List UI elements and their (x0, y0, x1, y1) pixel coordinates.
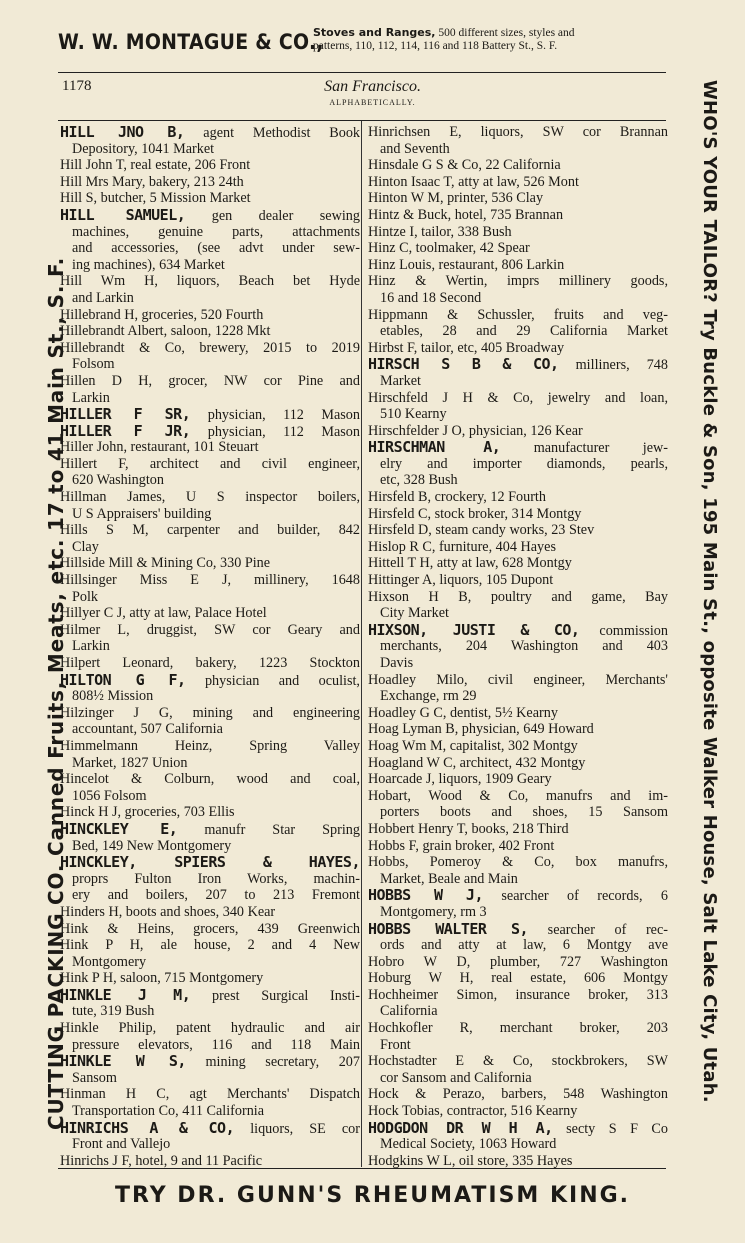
entry-text: searcher of rec- (528, 921, 668, 938)
entry-text: ing machines), 634 Market (72, 256, 225, 273)
directory-line (60, 655, 360, 672)
entry-text: Market, Beale and Main (380, 870, 518, 887)
entry-text: Exchange, rm 29 (380, 688, 477, 705)
entry-text: 808½ Mission (72, 688, 154, 705)
directory-line (368, 1070, 668, 1087)
entry-text: Hink P H, saloon, 715 Montgomery (60, 970, 264, 987)
directory-line (368, 755, 668, 772)
entry-text: Hobbs, Pomeroy & Co, box manufrs, (368, 854, 668, 871)
entry-text: commission (579, 622, 668, 639)
directory-line (60, 124, 360, 141)
entry-text: and accessories, (see advt under sew- (72, 240, 360, 257)
directory-line (60, 273, 360, 290)
entry-text: Hittinger A, liquors, 105 Dupont (368, 572, 554, 589)
entry-name: HOBBS W J, (368, 887, 483, 904)
directory-line (60, 472, 360, 489)
entry-text: 1056 Folsom (72, 787, 147, 804)
entry-text: and Larkin (72, 289, 134, 306)
directory-line (60, 788, 360, 805)
entry-text: Hintze I, tailor, 338 Bush (368, 223, 512, 240)
directory-line (368, 323, 668, 340)
directory-line (368, 987, 668, 1004)
entry-text: milliners, 748 (558, 357, 668, 373)
entry-text: Hoburg W H, real estate, 606 Montgy (368, 970, 668, 987)
directory-line (368, 904, 668, 921)
entry-text: Polk (72, 588, 99, 605)
directory-line (60, 1037, 360, 1054)
directory-line (60, 705, 360, 722)
entry-text: Hinders H, boots and shoes, 340 Kear (60, 903, 276, 920)
entry-text: Hochheimer Simon, insurance broker, 313 (368, 986, 668, 1003)
directory-line (368, 555, 668, 572)
entry-name: HODGDON DR W H A, (368, 1119, 553, 1137)
directory-line (368, 539, 668, 556)
directory-line (368, 821, 668, 838)
entry-text: Hobart, Wood & Co, manufrs and im- (368, 787, 668, 804)
directory-line (368, 688, 668, 705)
directory-line (368, 771, 668, 788)
directory-line (368, 290, 668, 307)
directory-line (60, 1070, 360, 1087)
directory-line (60, 937, 360, 954)
directory-line (368, 1120, 668, 1137)
entry-name: HOBBS WALTER S, (368, 920, 529, 938)
entry-text: tute, 319 Bush (72, 1003, 155, 1020)
entry-text: machines, genuine parts, attachments (72, 223, 360, 240)
directory-line (60, 921, 360, 938)
entry-text: and Seventh (380, 140, 450, 157)
directory-line (60, 141, 360, 158)
directory-line (60, 638, 360, 655)
directory-line (60, 207, 360, 224)
entry-text: physician and oculist, (185, 672, 360, 689)
header-rule (58, 120, 666, 121)
directory-line (60, 721, 360, 738)
directory-line (368, 1003, 668, 1020)
entry-text: Hock Tobias, contractor, 516 Kearny (368, 1103, 578, 1120)
entry-text: Depository, 1041 Market (72, 140, 215, 157)
entry-text: ery and boilers, 207 to 213 Fremont (72, 887, 360, 904)
directory-line (368, 522, 668, 539)
entry-text: Hoagland W C, architect, 432 Montgy (368, 754, 586, 771)
entry-text: porters boots and shoes, 15 Sansom (380, 804, 668, 821)
directory-line (368, 970, 668, 987)
entry-text: Hill S, butcher, 5 Mission Market (60, 190, 251, 207)
entry-text: Hillman James, U S inspector boilers, (60, 489, 360, 506)
entry-name: HINKLE J M, (60, 986, 191, 1004)
entry-text: Hillebrandt Albert, saloon, 1228 Mkt (60, 323, 271, 340)
directory-line (60, 1120, 360, 1137)
entry-text: Davis (380, 655, 414, 671)
entry-text: ords and atty at law, 6 Montgy ave (380, 937, 668, 954)
directory-line (60, 506, 360, 523)
directory-line (368, 672, 668, 689)
entry-text: Hirbst F, tailor, etc, 405 Broadway (368, 339, 565, 356)
entry-text: Hoadley Milo, civil engineer, Merchants' (368, 671, 668, 688)
directory-line (368, 390, 668, 407)
directory-line (368, 157, 668, 174)
entry-text: Market, 1827 Union (72, 754, 188, 771)
directory-line (368, 307, 668, 324)
entry-name: HINCKLEY E, (60, 820, 178, 838)
entry-text: Hinck H J, groceries, 703 Ellis (60, 804, 235, 821)
entry-text: Folsom (72, 356, 115, 373)
directory-line (368, 854, 668, 871)
directory-line (368, 273, 668, 290)
directory-line (368, 638, 668, 655)
entry-text: Hilmer L, druggist, SW cor Geary and (60, 621, 360, 638)
entry-text: Hock & Perazo, barbers, 548 Washington (368, 1086, 668, 1103)
directory-line (60, 771, 360, 788)
entry-text: Market (380, 372, 421, 389)
advertiser-name: W. W. MONTAGUE & CO., (58, 30, 324, 54)
directory-line (60, 838, 360, 855)
entry-text: Front and Vallejo (72, 1136, 171, 1153)
directory-line (368, 804, 668, 821)
entry-text: Hillsinger Miss E J, millinery, 1648 (60, 572, 360, 589)
directory-line (60, 1153, 360, 1170)
directory-line (368, 141, 668, 158)
entry-text: 510 Kearny (380, 406, 447, 423)
directory-line (60, 871, 360, 888)
entry-text: secty S F Co (552, 1120, 668, 1137)
entry-text: Hillyer C J, atty at law, Palace Hotel (60, 605, 267, 622)
directory-line (60, 1020, 360, 1037)
directory-line (60, 970, 360, 987)
entry-text: physician, 112 Mason (190, 407, 360, 423)
top-rule (58, 72, 666, 73)
entry-text: Hinrichsen E, liquors, SW cor Brannan (368, 124, 668, 140)
entry-text: Hobbert Henry T, books, 218 Third (368, 820, 569, 837)
directory-line (368, 655, 668, 672)
directory-line (60, 290, 360, 307)
directory-line (368, 605, 668, 622)
entry-text: Montgomery (72, 953, 147, 970)
directory-line (60, 821, 360, 838)
entry-name: HILL JNO B, (60, 124, 185, 141)
directory-line (60, 555, 360, 572)
directory-line (368, 406, 668, 423)
entry-text: accountant, 507 California (72, 721, 223, 738)
directory-line (60, 456, 360, 473)
entry-text: 620 Washington (72, 472, 164, 489)
entry-text: Hill Mrs Mary, bakery, 213 24th (60, 173, 244, 190)
directory-line (368, 356, 668, 373)
entry-name: HINRICHS A & CO, (60, 1119, 235, 1137)
entry-text: merchants, 204 Washington and 403 (380, 638, 668, 655)
entry-name: HILLER F SR, (60, 406, 191, 423)
entry-text: Bed, 149 New Montgomery (72, 837, 232, 854)
directory-line (368, 871, 668, 888)
entry-text: Hirschfelder J O, physician, 126 Kear (368, 422, 583, 439)
page-subtitle: ALPHABETICALLY. (329, 98, 416, 107)
entry-text: Hochstadter E & Co, stockbrokers, SW (368, 1053, 668, 1070)
entry-text: Hinman H C, agt Merchants' Dispatch (60, 1086, 360, 1103)
entry-text: Hintz & Buck, hotel, 735 Brannan (368, 206, 564, 223)
directory-line (368, 207, 668, 224)
entry-text: Hills S M, carpenter and builder, 842 (60, 522, 360, 539)
directory-line (60, 804, 360, 821)
directory-line (60, 340, 360, 357)
entry-name: HIXSON, JUSTI & CO, (368, 621, 580, 639)
entry-text: Hinz C, toolmaker, 42 Spear (368, 240, 530, 257)
entry-text: Hobro W D, plumber, 727 Washington (368, 953, 668, 970)
entry-text: Hilpert Leonard, bakery, 1223 Stockton (60, 655, 360, 671)
entry-text: Hoadley G C, dentist, 5½ Kearny (368, 704, 558, 721)
directory-line (60, 539, 360, 556)
directory-line (368, 937, 668, 954)
entry-text: Hirsfeld B, crockery, 12 Fourth (368, 489, 546, 506)
directory-line (368, 489, 668, 506)
page-title: San Francisco. (324, 78, 421, 95)
entry-text: Hoag Lyman B, physician, 649 Howard (368, 721, 594, 738)
directory-line (60, 257, 360, 274)
entry-text: agent Methodist Book (184, 125, 360, 141)
directory-line (368, 1037, 668, 1054)
directory-line (60, 1103, 360, 1120)
entry-text: physician, 112 Mason (190, 423, 360, 440)
entry-name: HILLER F JR, (60, 422, 191, 440)
entry-text: Hislop R C, furniture, 404 Hayes (368, 538, 556, 555)
entry-text: cor Sansom and California (380, 1069, 532, 1086)
directory-line (60, 605, 360, 622)
entry-text: Hillen D H, grocer, NW cor Pine and (60, 372, 360, 389)
entry-text: prest Surgical Insti- (190, 987, 360, 1004)
directory-line (60, 406, 360, 423)
directory-line (368, 788, 668, 805)
directory-line (60, 904, 360, 921)
entry-text: Hippmann & Schussler, fruits and veg- (368, 306, 668, 323)
entry-text: Hoag Wm M, capitalist, 302 Montgy (368, 737, 578, 754)
entry-text: Transportation Co, 411 California (72, 1103, 265, 1120)
footer-advertisement: TRY DR. GUNN'S RHEUMATISM KING. (114, 1183, 631, 1208)
ad-line-1: 500 different sizes, styles and (435, 27, 575, 39)
entry-text: pressure elevators, 116 and 118 Main (72, 1036, 360, 1053)
directory-line (60, 390, 360, 407)
directory-line (368, 174, 668, 191)
entry-text: Hinton Isaac T, atty at law, 526 Mont (368, 173, 579, 190)
directory-line (368, 190, 668, 207)
directory-line (60, 755, 360, 772)
entry-text: Clay (72, 538, 99, 555)
entry-text: Hillebrandt & Co, brewery, 2015 to 2019 (60, 339, 360, 356)
entry-text: 16 and 18 Second (380, 289, 482, 306)
directory-line (60, 489, 360, 506)
directory-line (60, 1053, 360, 1070)
directory-line (60, 174, 360, 191)
entry-text: Hill Wm H, liquors, Beach bet Hyde (60, 273, 360, 290)
directory-line (60, 738, 360, 755)
directory-line (368, 456, 668, 473)
directory-line (368, 705, 668, 722)
entry-name: HILL SAMUEL, (60, 206, 186, 224)
entry-text: Larkin (72, 638, 110, 655)
directory-line (60, 307, 360, 324)
directory-line (60, 887, 360, 904)
directory-line (368, 1153, 668, 1170)
directory-line (368, 472, 668, 489)
entry-text: Hincelot & Colburn, wood and coal, (60, 771, 360, 788)
entry-text: gen dealer sewing (185, 207, 360, 224)
directory-line (60, 240, 360, 257)
entry-text: Hink P H, ale house, 2 and 4 New (60, 937, 360, 954)
directory-line (368, 423, 668, 440)
entry-text: Hinz Louis, restaurant, 806 Larkin (368, 256, 565, 273)
ad-highlight: Stoves and Ranges, (313, 26, 436, 39)
entry-text: Hinrichs J F, hotel, 9 and 11 Pacific (60, 1152, 263, 1169)
entry-text: Hinton W M, printer, 536 Clay (368, 190, 544, 207)
directory-line (368, 1020, 668, 1037)
entry-text: Himmelmann Heinz, Spring Valley (60, 737, 360, 754)
directory-line (368, 572, 668, 589)
directory-line (60, 854, 360, 871)
entry-name: HIRSCHMAN A, (368, 439, 501, 456)
entry-text: Hittell T H, atty at law, 628 Montgy (368, 555, 572, 572)
directory-line (60, 356, 360, 373)
entry-text: Hillebrand H, groceries, 520 Fourth (60, 306, 264, 323)
entry-text: manufr Star Spring (177, 821, 360, 838)
entry-text: etc, 328 Bush (380, 472, 458, 489)
entry-text: Hillside Mill & Mining Co, 330 Pine (60, 555, 271, 572)
advertisement-details (313, 26, 575, 53)
directory-line (60, 224, 360, 241)
entry-text: Hobbs F, grain broker, 402 Front (368, 837, 555, 854)
entry-text: manufacturer jew- (500, 440, 668, 456)
directory-line (368, 439, 668, 456)
directory-line (368, 589, 668, 606)
top-advertisement (58, 26, 678, 60)
directory-line (368, 954, 668, 971)
directory-line (60, 157, 360, 174)
entry-text: Montgomery, rm 3 (380, 903, 487, 920)
directory-line (60, 987, 360, 1004)
directory-line (368, 373, 668, 390)
entry-text: U S Appraisers' building (72, 505, 212, 522)
directory-line (60, 1003, 360, 1020)
directory-line (60, 373, 360, 390)
directory-line (60, 190, 360, 207)
directory-line (368, 224, 668, 241)
entry-text: Medical Society, 1063 Howard (380, 1136, 557, 1153)
directory-line (368, 257, 668, 274)
entry-text: Hirschfeld J H & Co, jewelry and loan, (368, 389, 668, 406)
entry-text: proprs Fulton Iron Works, machin- (72, 870, 360, 887)
entry-text: Sansom (72, 1069, 117, 1086)
directory-line (368, 721, 668, 738)
directory-line (60, 589, 360, 606)
entry-text: Hoarcade J, liquors, 1909 Geary (368, 771, 552, 788)
directory-line (368, 1103, 668, 1120)
entry-text: Hinz & Wertin, imprs millinery goods, (368, 273, 668, 290)
entry-name: HINKLE W S, (60, 1053, 186, 1070)
directory-line (368, 506, 668, 523)
directory-line (60, 323, 360, 340)
directory-line (368, 1136, 668, 1153)
directory-line (368, 887, 668, 904)
entry-text: Hiller John, restaurant, 101 Steuart (60, 439, 259, 456)
directory-line (60, 423, 360, 440)
left-margin-advertisement: CUTTING PACKING CO. Canned Fruits, Meats, etc. 17 to 41 Main St., S. F. (44, 257, 68, 1130)
directory-line (368, 340, 668, 357)
directory-line (368, 1053, 668, 1070)
directory-line (60, 672, 360, 689)
entry-text: Front (380, 1036, 411, 1053)
entry-text: Hochkofler R, merchant broker, 203 (368, 1020, 668, 1037)
entry-text: Hilzinger J G, mining and engineering (60, 704, 360, 721)
entry-name: HIRSCH S B & CO, (368, 356, 559, 373)
directory-line (368, 240, 668, 257)
directory-line (368, 124, 668, 141)
entry-text: Hinkle Philip, patent hydraulic and air (60, 1020, 360, 1037)
entry-text: liquors, SE cor (234, 1120, 360, 1137)
column-divider (361, 121, 362, 1167)
entry-text: City Market (380, 605, 449, 622)
right-margin-advertisement: WHO'S YOUR TAILOR? Try Buckle & Son, 195 Main St., opposite Walker House, Salt Lake City, Utah. (699, 80, 720, 1103)
directory-line (60, 572, 360, 589)
entry-text: Larkin (72, 389, 110, 406)
ad-line-2: patterns, 110, 112, 114, 116 and 118 Battery St., S. F. (313, 40, 558, 52)
entry-name: HINCKLEY, SPIERS & HAYES, (60, 854, 360, 871)
directory-line (368, 838, 668, 855)
entry-text: etables, 28 and 29 California Market (380, 323, 668, 340)
directory-line (60, 688, 360, 705)
directory-line (60, 1136, 360, 1153)
entry-text: Hirsfeld C, stock broker, 314 Montgy (368, 505, 582, 522)
entry-text: mining secretary, 207 (185, 1054, 360, 1070)
directory-line (60, 1086, 360, 1103)
left-column (60, 124, 360, 1169)
entry-text: California (380, 1003, 438, 1020)
directory-line (368, 738, 668, 755)
entry-text: searcher of records, 6 (483, 888, 668, 904)
directory-line (368, 622, 668, 639)
entry-text: Hodgkins W L, oil store, 335 Hayes (368, 1152, 573, 1169)
entry-text: Hirsfeld D, steam candy works, 23 Stev (368, 522, 595, 539)
entry-name: HILTON G F, (60, 671, 186, 689)
entry-text: Hink & Heins, grocers, 439 Greenwich (60, 920, 360, 937)
directory-line (60, 439, 360, 456)
entry-text: elry and importer diamonds, pearls, (380, 455, 668, 472)
entry-text: Hill John T, real estate, 206 Front (60, 157, 251, 174)
directory-line (368, 921, 668, 938)
directory-line (368, 1086, 668, 1103)
directory-line (60, 954, 360, 971)
entry-text: Hinsdale G S & Co, 22 California (368, 157, 561, 174)
entry-text: Hillert F, architect and civil engineer, (60, 455, 360, 472)
entry-text: Hixson H B, poultry and game, Bay (368, 588, 668, 605)
right-column (368, 124, 668, 1169)
directory-line (60, 622, 360, 639)
directory-line (60, 522, 360, 539)
page-number: 1178 (62, 78, 92, 94)
